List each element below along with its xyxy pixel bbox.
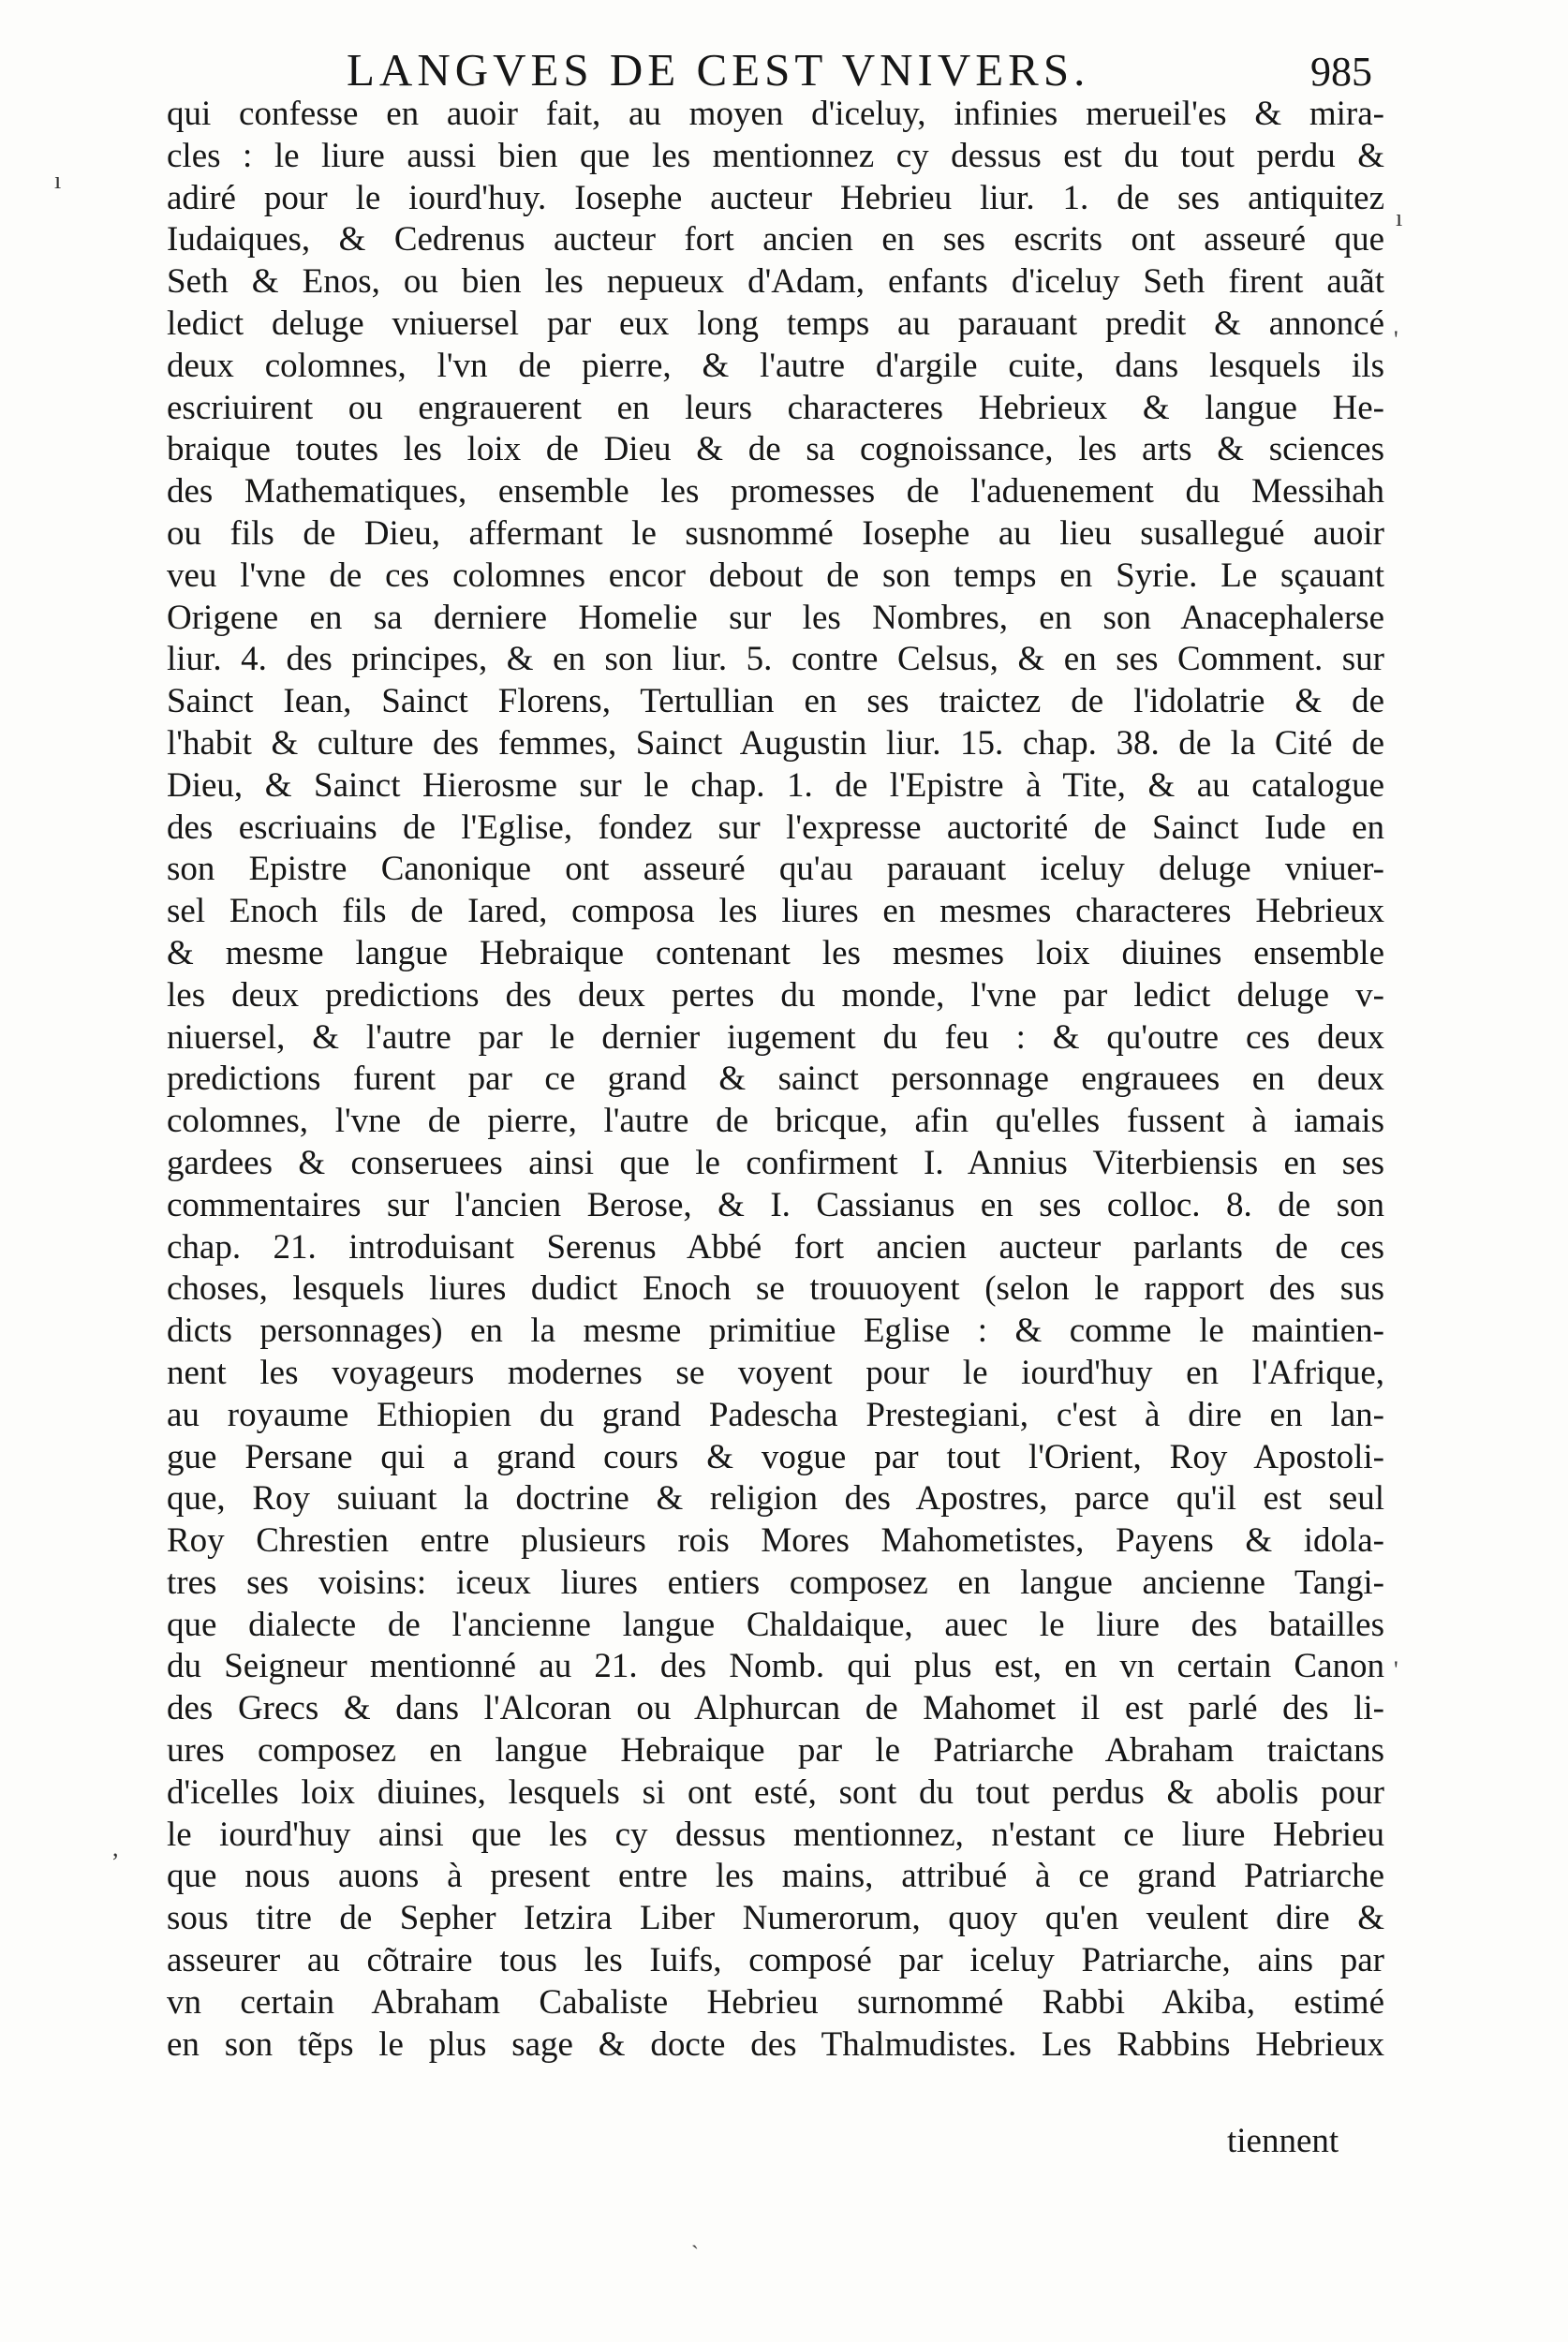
text-line: le iourd'huy ainsi que les cy dessus mentionnez, n'estant ce liure Hebrieu	[167, 1815, 1384, 1854]
text-line: asseurer au cõtraire tous les Iuifs, composé par iceluy Patriarche, ains par	[167, 1941, 1384, 1980]
catchword: tiennent	[1227, 2122, 1339, 2160]
text-line: Seth & Enos, ou bien les nepueux d'Adam, enfants d'iceluy Seth firent auãt	[167, 262, 1384, 302]
text-line: choses, lesquels liures dudict Enoch se trouuoyent (selon le rapport des sus	[167, 1269, 1384, 1309]
margin-tick-mark: ı	[54, 167, 62, 194]
text-line: d'icelles loix diuines, lesquels si ont esté, sont du tout perdus & abolis pour	[167, 1772, 1384, 1812]
text-line: sous titre de Sepher Ietzira Liber Numerorum, quoy qu'en veulent dire &	[167, 1899, 1384, 1938]
text-line: qui confesse en auoir fait, au moyen d'iceluy, infinies merueil'es & mira-	[167, 95, 1384, 133]
text-line: gardees & conseruees ainsi que le confirment I. Annius Viterbiensis en ses	[167, 1143, 1384, 1182]
margin-tick-mark: ,	[112, 1834, 119, 1861]
text-line: braique toutes les loix de Dieu & de sa cognoissance, les arts & sciences	[167, 430, 1384, 469]
text-line: tres ses voisins: iceux liures entiers composez en langue ancienne Tangi-	[167, 1563, 1384, 1602]
text-line: escriuirent ou engrauerent en leurs characteres Hebrieux & langue He-	[167, 388, 1384, 427]
bottom-tick-mark: ˋ	[691, 2243, 699, 2267]
text-line: du Seigneur mentionné au 21. des Nomb. qui plus est, en vn certain Canon	[167, 1647, 1384, 1686]
text-line: en son tẽps le plus sage & docte des Thalmudistes. Les Rabbins Hebrieux	[167, 2024, 1384, 2064]
text-line: colomnes, l'vne de pierre, l'autre de bricque, afin qu'elles fussent à iamais	[167, 1102, 1384, 1141]
text-line: l'habit & culture des femmes, Sainct Augustin liur. 15. chap. 38. de la Cité de	[167, 723, 1384, 763]
text-line: ures composez en langue Hebraique par le Patriarche Abraham traictans	[167, 1731, 1384, 1771]
text-line: Sainct Iean, Sainct Florens, Tertullian en ses traictez de l'idolatrie & de	[167, 682, 1384, 721]
running-title: LANGVES DE CEST VNIVERS.	[347, 44, 1090, 96]
margin-tick-mark: '	[1394, 326, 1398, 353]
text-line: adiré pour le iourd'huy. Iosephe aucteur Hebrieu liur. 1. de ses antiquitez	[167, 178, 1384, 217]
text-line: nent les voyageurs modernes se voyent pour le iourd'huy en l'Afrique,	[167, 1353, 1384, 1392]
text-line: liur. 4. des principes, & en son liur. 5. contre Celsus, & en ses Comment. sur	[167, 640, 1384, 679]
text-line: gue Persane qui a grand cours & vogue par tout l'Orient, Roy Apostoli-	[167, 1437, 1384, 1476]
text-line: dicts personnages) en la mesme primitiue Eglise : & comme le maintien-	[167, 1312, 1384, 1351]
text-line: predictions furent par ce grand & sainct personnage engrauees en deux	[167, 1060, 1384, 1099]
text-line: au royaume Ethiopien du grand Padescha Prestegiani, c'est à dire en lan-	[167, 1395, 1384, 1434]
text-line: son Epistre Canonique ont asseuré qu'au parauant iceluy deluge vniuer-	[167, 850, 1384, 889]
text-line: & mesme langue Hebraique contenant les mesmes loix diuines ensemble	[167, 933, 1384, 972]
body-text	[167, 94, 1384, 2066]
text-line: que dialecte de l'ancienne langue Chaldaique, auec le liure des batailles	[167, 1605, 1384, 1644]
text-line: veu l'vne de ces colomnes encor debout de son temps en Syrie. Le sçauant	[167, 556, 1384, 595]
text-line: chap. 21. introduisant Serenus Abbé fort ancien aucteur parlants de ces	[167, 1227, 1384, 1267]
text-line: que nous auons à present entre les mains, attribué à ce grand Patriarche	[167, 1857, 1384, 1896]
text-line: sel Enoch fils de Iared, composa les liures en mesmes characteres Hebrieux	[167, 892, 1384, 931]
text-line: des Grecs & dans l'Alcoran ou Alphurcan de Mahomet il est parlé des li-	[167, 1689, 1384, 1728]
text-line: vn certain Abraham Cabaliste Hebrieu surnommé Rabbi Akiba, estimé	[167, 1982, 1384, 2022]
text-line: commentaires sur l'ancien Berose, & I. Cassianus en ses colloc. 8. de son	[167, 1185, 1384, 1224]
text-line: ou fils de Dieu, affermant le susnommé Iosephe au lieu susallegué auoir	[167, 513, 1384, 553]
text-line: cles : le liure aussi bien que les mentionnez cy dessus est du tout perdu &	[167, 136, 1384, 175]
text-line: Roy Chrestien entre plusieurs rois Mores Mahometistes, Payens & idola-	[167, 1521, 1384, 1561]
text-line: Iudaiques, & Cedrenus aucteur fort ancien en ses escrits ont asseuré que	[167, 220, 1384, 259]
margin-tick-mark: '	[1394, 1656, 1398, 1683]
text-line: ledict deluge vniuersel par eux long temps au parauant predit & annoncé	[167, 304, 1384, 343]
text-line: les deux predictions des deux pertes du monde, l'vne par ledict deluge v-	[167, 975, 1384, 1015]
text-line: que, Roy suiuant la doctrine & religion des Apostres, parce qu'il est seul	[167, 1479, 1384, 1519]
margin-tick-mark: ı	[1396, 204, 1403, 231]
text-line: des Mathematiques, ensemble les promesses de l'aduenement du Messihah	[167, 472, 1384, 511]
text-line: Dieu, & Sainct Hierosme sur le chap. 1. de l'Epistre à Tite, & au catalogue	[167, 765, 1384, 805]
page-number: 985	[1310, 49, 1372, 95]
text-line: niuersel, & l'autre par le dernier iugement du feu : & qu'outre ces deux	[167, 1017, 1384, 1057]
text-line: des escriuains de l'Eglise, fondez sur l'expresse auctorité de Sainct Iude en	[167, 808, 1384, 847]
text-line: Origene en sa derniere Homelie sur les Nombres, en son Anacephalerse	[167, 598, 1384, 637]
text-line: deux colomnes, l'vn de pierre, & l'autre d'argile cuite, dans lesquels ils	[167, 346, 1384, 385]
